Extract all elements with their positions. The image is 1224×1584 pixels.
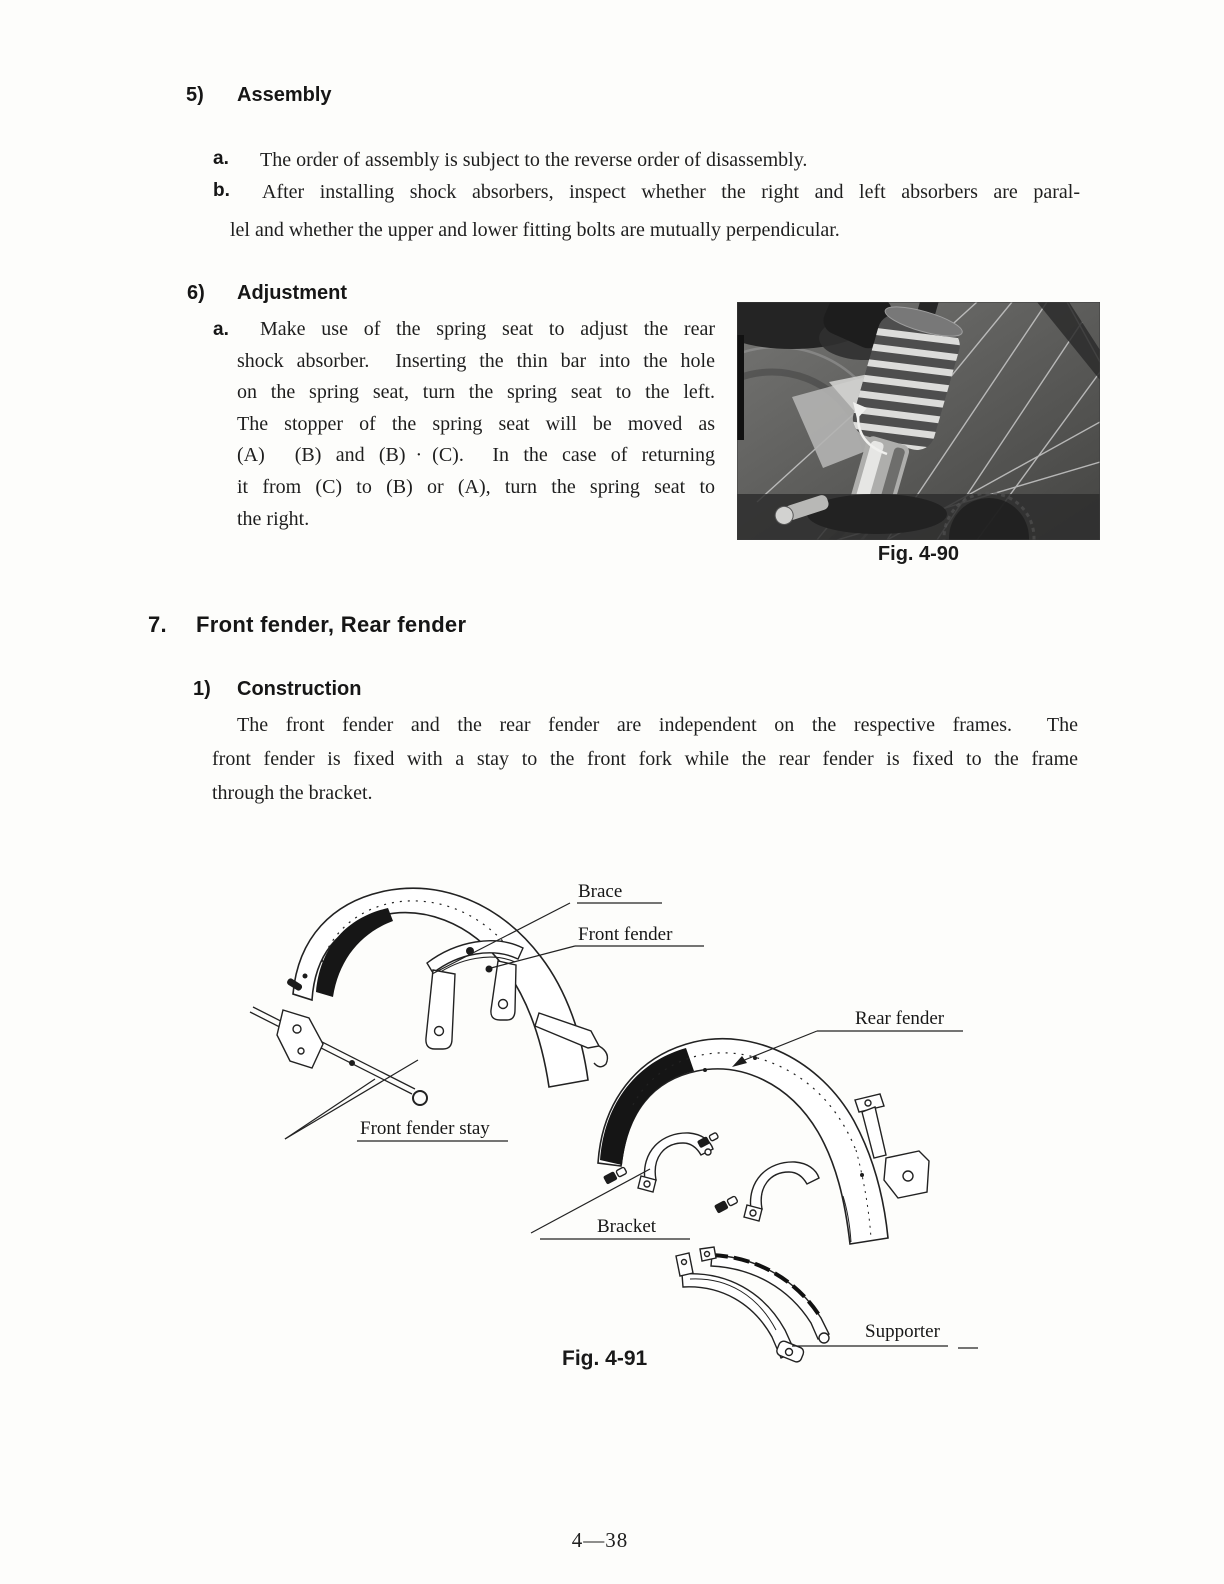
- section-6-number: 6): [187, 282, 205, 304]
- section-7-number: 7.: [148, 612, 167, 637]
- adjustment-item-label: a.: [213, 319, 229, 340]
- label-supporter: Supporter: [865, 1321, 940, 1342]
- shock-absorber-photo-art: [737, 302, 1100, 540]
- fig-4-90-caption: Fig. 4-90: [877, 543, 960, 565]
- construction-line: The front fender and the rear fender are independent on the respective frames. The: [237, 714, 1078, 736]
- item-b-line1: After installing shock absorbers, inspect whether the right and left absorbers are paral-: [262, 181, 1080, 203]
- section-6-title: Adjustment: [237, 282, 347, 304]
- adjustment-paragraph: [237, 314, 715, 535]
- adjustment-line: on the spring seat, turn the spring seat to the left.: [237, 381, 715, 404]
- construction-line: front fender is fixed with a stay to the front fork while the rear fender is fixed to the frame: [212, 748, 1078, 770]
- label-rear-fender: Rear fender: [855, 1008, 945, 1029]
- label-brace: Brace: [578, 881, 623, 902]
- item-b-label: b.: [213, 180, 230, 201]
- fig-4-90-photo: [737, 302, 1100, 540]
- construction-line: through the bracket.: [212, 782, 373, 804]
- section-5-number: 5): [186, 84, 204, 106]
- construction-title: Construction: [237, 678, 362, 700]
- construction-paragraph: [212, 708, 1078, 810]
- section-7-title: Front fender, Rear fender: [196, 612, 467, 637]
- adjustment-line: Make use of the spring seat to adjust the rear: [260, 318, 715, 340]
- front-fender-stay-art: [250, 1007, 427, 1105]
- label-front-fender-stay: Front fender stay: [360, 1118, 490, 1139]
- label-bracket: Bracket: [597, 1216, 657, 1237]
- adjustment-line: shock absorber. Inserting the thin bar into the hole: [237, 349, 715, 372]
- section-5-title: Assembly: [237, 84, 332, 106]
- adjustment-line: the right.: [237, 507, 310, 530]
- adjustment-line: it from (C) to (B) or (A), turn the spring seat to: [237, 475, 715, 498]
- adjustment-line: The stopper of the spring seat will be moved as: [237, 412, 715, 435]
- item-b-line2: lel and whether the upper and lower fitting bolts are mutually perpendicular.: [230, 219, 840, 241]
- page-number: 4—38: [571, 1528, 629, 1552]
- construction-number: 1): [193, 678, 211, 700]
- item-a-label: a.: [213, 148, 229, 169]
- adjustment-line: (A) (B) and (B) · (C). In the case of returning: [237, 444, 715, 467]
- fig-4-91-caption: Fig. 4-91: [562, 1347, 648, 1370]
- label-front-fender: Front fender: [578, 924, 673, 945]
- rear-fender-art: [598, 1039, 888, 1244]
- item-a-text: The order of assembly is subject to the reverse order of disassembly.: [260, 149, 808, 171]
